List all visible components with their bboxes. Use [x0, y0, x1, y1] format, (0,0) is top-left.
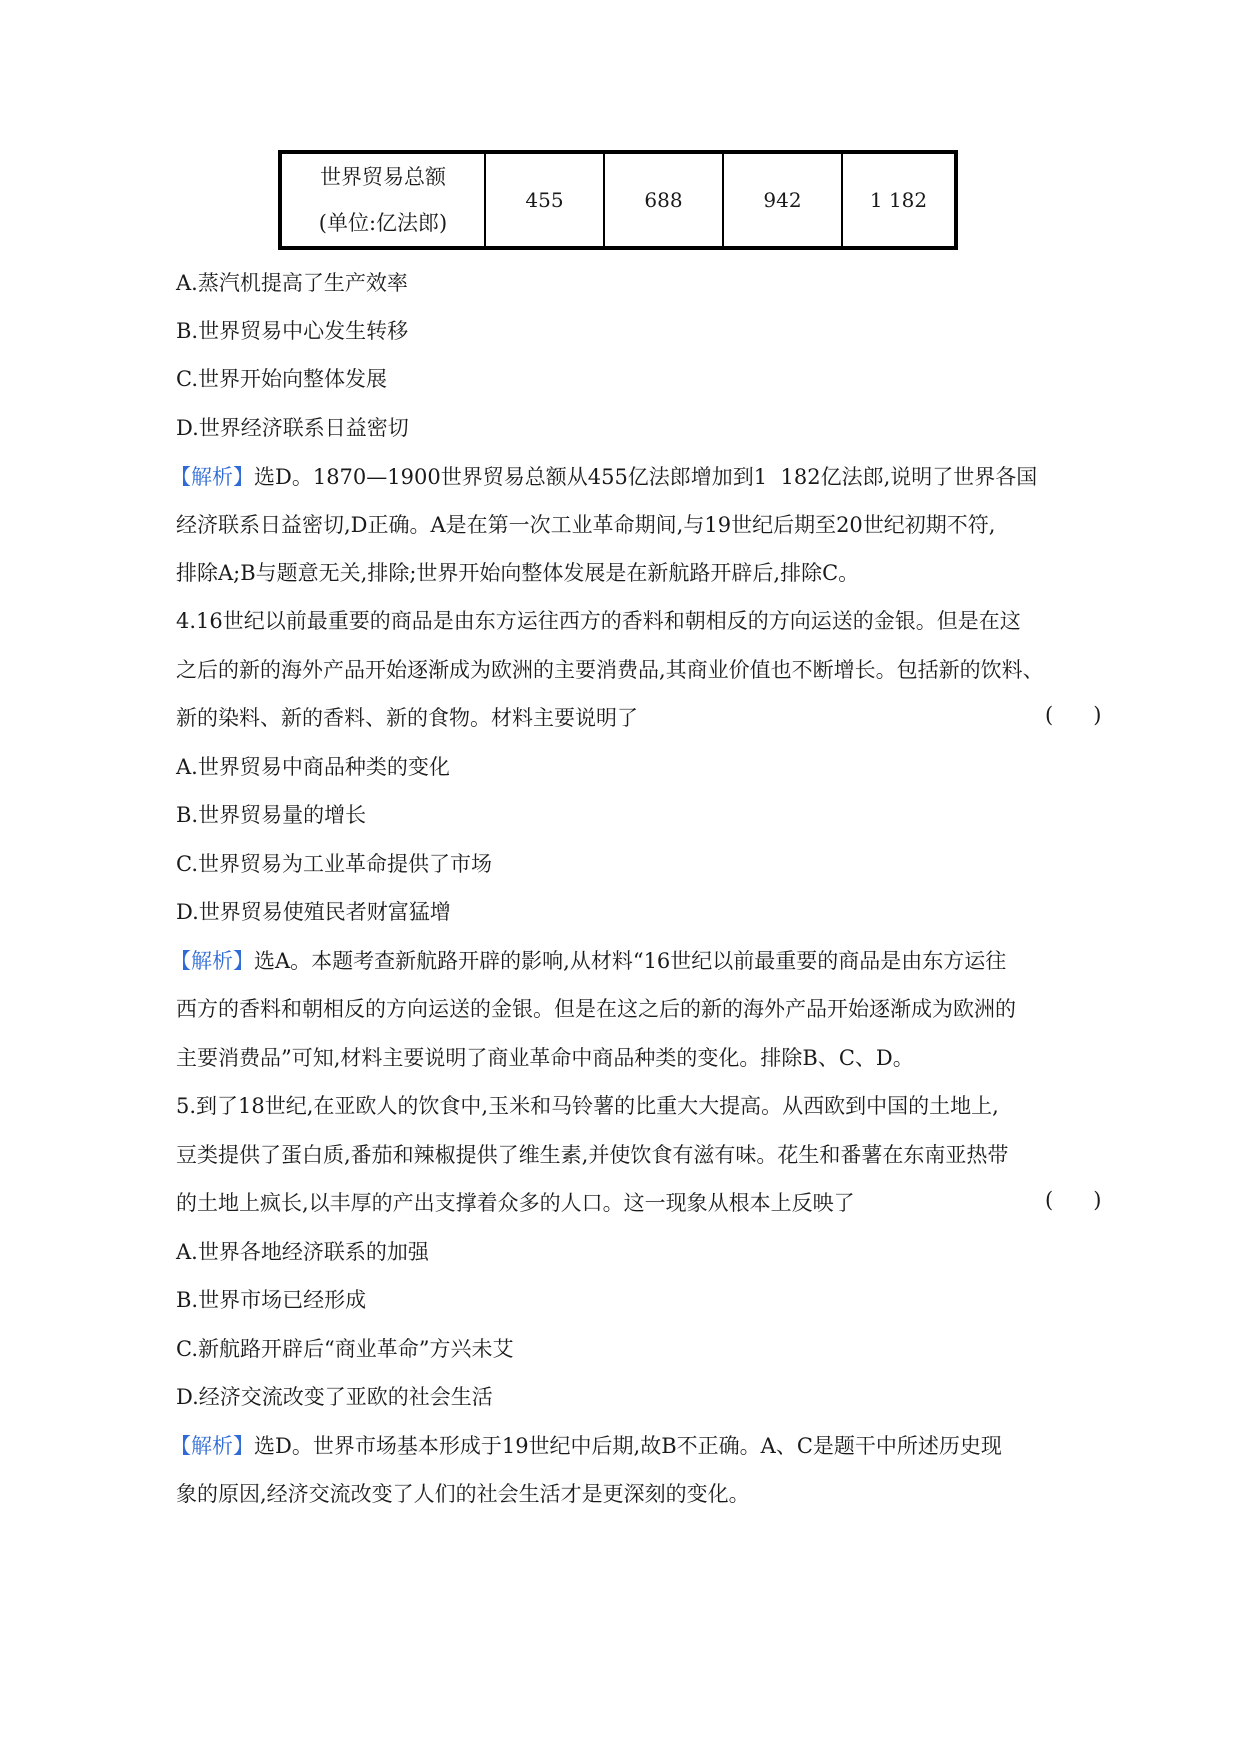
- analysis-tag: 【解析】: [170, 1434, 254, 1458]
- q5-option-b: B.世界市场已经形成: [176, 1288, 367, 1312]
- q4-stem-line-3: 新的染料、新的香料、新的食物。材料主要说明了: [176, 706, 638, 730]
- q5-stem-line-2: 豆类提供了蛋白质,番茄和辣椒提供了维生素,并使饮食有滋有味。花生和番薯在东南亚热带: [176, 1143, 1009, 1167]
- q5-option-d: D.经济交流改变了亚欧的社会生活: [176, 1385, 493, 1409]
- q3-option-d: D.世界经济联系日益密切: [176, 416, 409, 440]
- q4-stem-line-2: 之后的新的海外产品开始逐渐成为欧洲的主要消费品,其商业价值也不断增长。包括新的饮料、: [176, 658, 1044, 682]
- q4-analysis-line-2: 西方的香料和朝相反的方向运送的金银。但是在这之后的新的海外产品开始逐渐成为欧洲的: [176, 997, 1016, 1021]
- table-label-line1: 世界贸易总额: [320, 165, 446, 189]
- q5-option-c: C.新航路开辟后“商业革命”方兴未艾: [176, 1337, 514, 1361]
- q3-analysis-line-1: 【解析】选D。1870—1900世界贸易总额从455亿法郎增加到1 182亿法郎,说明了世界各国: [170, 465, 1038, 489]
- q5-answer-paren: ( ): [1045, 1188, 1102, 1212]
- q3-option-c: C.世界开始向整体发展: [176, 367, 387, 391]
- analysis-tag: 【解析】: [170, 465, 254, 489]
- q4-option-b: B.世界贸易量的增长: [176, 803, 367, 827]
- q3-analysis-line-2: 经济联系日益密切,D正确。A是在第一次工业革命期间,与19世纪后期至20世纪初期不符,: [176, 513, 996, 537]
- q5-option-a: A.世界各地经济联系的加强: [176, 1240, 429, 1264]
- q4-answer-paren: ( ): [1045, 703, 1102, 727]
- q4-option-d: D.世界贸易使殖民者财富猛增: [176, 900, 451, 924]
- q4-analysis-line-1: 【解析】选A。本题考查新航路开辟的影响,从材料“16世纪以前最重要的商品是由东方运往: [170, 949, 1007, 973]
- q5-stem-line-3: 的土地上疯长,以丰厚的产出支撑着众多的人口。这一现象从根本上反映了: [176, 1191, 855, 1215]
- q5-analysis-line-2: 象的原因,经济交流改变了人们的社会生活才是更深刻的变化。: [176, 1482, 750, 1506]
- q3-option-b: B.世界贸易中心发生转移: [176, 319, 409, 343]
- q3-option-a: A.蒸汽机提高了生产效率: [176, 271, 408, 295]
- table-row-label: [282, 154, 484, 246]
- q4-option-a: A.世界贸易中商品种类的变化: [176, 755, 450, 779]
- trade-table: [278, 150, 958, 250]
- q4-stem-line-1: 4.16世纪以前最重要的商品是由东方运往西方的香料和朝相反的方向运送的金银。但是在这: [176, 609, 1021, 633]
- q4-analysis-line-3: 主要消费品”可知,材料主要说明了商业革命中商品种类的变化。排除B、C、D。: [176, 1046, 914, 1070]
- table-cell: 455: [484, 154, 603, 246]
- q5-stem-line-1: 5.到了18世纪,在亚欧人的饮食中,玉米和马铃薯的比重大大提高。从西欧到中国的土地上,: [176, 1094, 999, 1118]
- table-cell: 1 182: [841, 154, 954, 246]
- analysis-tag: 【解析】: [170, 949, 254, 973]
- table-cell: 688: [603, 154, 722, 246]
- q4-option-c: C.世界贸易为工业革命提供了市场: [176, 852, 492, 876]
- q5-analysis-line-1: 【解析】选D。世界市场基本形成于19世纪中后期,故B不正确。A、C是题干中所述历史现: [170, 1434, 1002, 1458]
- table-cell: 942: [722, 154, 841, 246]
- q3-analysis-line-3: 排除A;B与题意无关,排除;世界开始向整体发展是在新航路开辟后,排除C。: [176, 561, 860, 585]
- table-label-line2: (单位:亿法郎): [318, 211, 448, 235]
